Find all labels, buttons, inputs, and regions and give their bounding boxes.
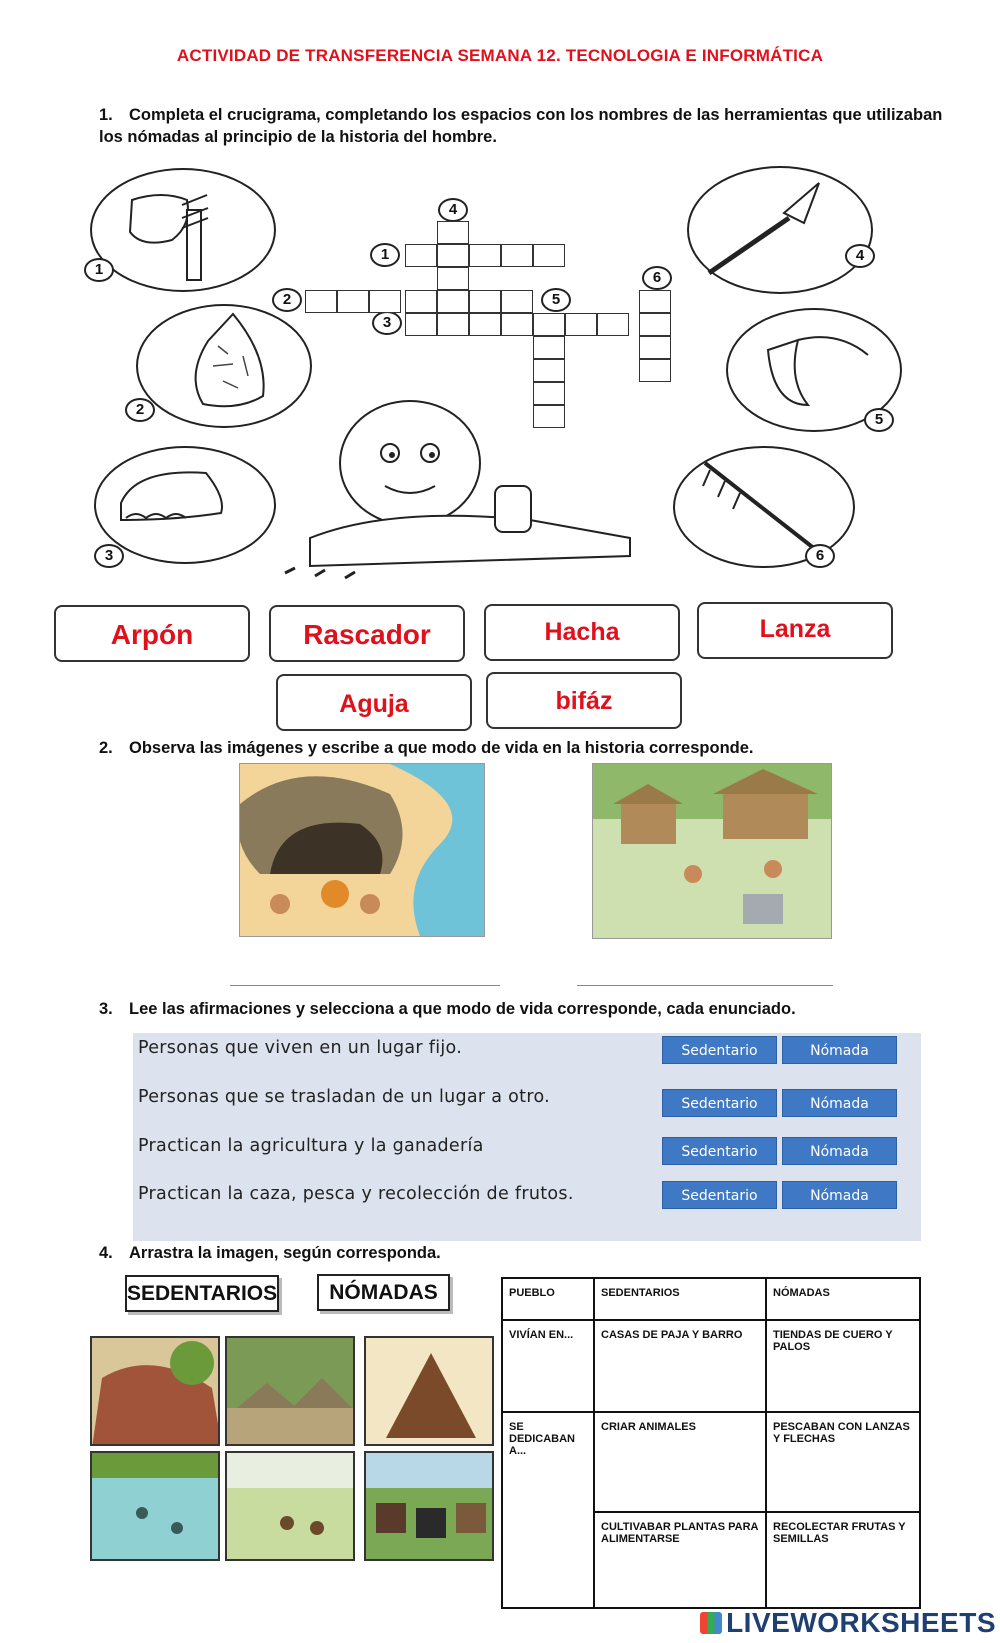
sedentario-button-1[interactable]: Sedentario	[662, 1036, 777, 1064]
question-4	[99, 1242, 959, 1264]
question-number: 2.	[99, 739, 113, 757]
crossword-cell[interactable]	[639, 313, 671, 336]
crossword-cell[interactable]	[437, 221, 469, 244]
clue-number-5: 5	[541, 288, 571, 312]
clue-number-6: 6	[642, 266, 672, 290]
sedentario-button-3[interactable]: Sedentario	[662, 1137, 777, 1165]
crossword-cell[interactable]	[437, 290, 469, 313]
table-row-label: SE DEDICABAN A...	[502, 1412, 594, 1608]
question-text: Arrastra la imagen, según corresponda.	[129, 1244, 441, 1262]
nomada-button-3[interactable]: Nómada	[782, 1137, 897, 1165]
crossword-cell[interactable]	[501, 290, 533, 313]
page-title: ACTIVIDAD DE TRANSFERENCIA SEMANA 12. TECNOLOGIA E INFORMÁTICA	[176, 46, 824, 65]
brand-icon	[700, 1612, 722, 1634]
draggable-image-cattle[interactable]	[364, 1451, 494, 1561]
draggable-image-tent[interactable]	[364, 1336, 494, 1446]
crossword-cell[interactable]	[533, 336, 565, 359]
tool-number-3: 3	[94, 544, 124, 568]
question-2	[99, 737, 959, 759]
statement-3: Practican la agricultura y la ganadería	[138, 1136, 484, 1156]
question-text: Completa el crucigrama, completando los espacios con los nombres de las herramientas que utilizaban los nómadas al principio de la historia del hombre.	[99, 106, 943, 146]
nomadas-label: NÓMADAS	[317, 1274, 450, 1311]
crossword-cell[interactable]	[469, 313, 501, 336]
crossword-cell[interactable]	[405, 244, 437, 267]
table-header-sedentarios: SEDENTARIOS	[594, 1278, 766, 1320]
crossword-cell[interactable]	[639, 359, 671, 382]
clue-number-1: 1	[370, 243, 400, 267]
tool-number-2: 2	[125, 398, 155, 422]
crossword-cell[interactable]	[639, 290, 671, 313]
crossword-cell[interactable]	[533, 359, 565, 382]
crossword-cell[interactable]	[469, 244, 501, 267]
answer-line-1[interactable]	[230, 985, 500, 986]
statement-4: Practican la caza, pesca y recolección de frutos.	[138, 1184, 574, 1204]
draggable-image-cave[interactable]	[90, 1336, 220, 1446]
word-option-arpon[interactable]: Arpón	[54, 605, 250, 662]
statement-1: Personas que viven en un lugar fijo.	[138, 1038, 463, 1058]
question-number: 4.	[99, 1244, 113, 1262]
nomada-button-1[interactable]: Nómada	[782, 1036, 897, 1064]
word-option-bifaz[interactable]: bifáz	[486, 672, 682, 729]
crossword-cell[interactable]	[305, 290, 337, 313]
classification-table	[501, 1277, 921, 1609]
clue-number-3: 3	[372, 311, 402, 335]
draggable-image-fishing[interactable]	[90, 1451, 220, 1561]
scraper-icon	[96, 448, 274, 562]
nomadic-scene-image	[239, 763, 485, 937]
question-1	[99, 104, 959, 148]
tool-number-1: 1	[84, 258, 114, 282]
clue-number-4: 4	[438, 198, 468, 222]
crossword-cell[interactable]	[501, 313, 533, 336]
spear-icon	[689, 168, 871, 292]
sedentary-scene-image	[592, 763, 832, 939]
table-cell: CULTIVABAR PLANTAS PARA ALIMENTARSE	[594, 1512, 766, 1608]
crossword-cell[interactable]	[533, 313, 565, 336]
word-option-hacha[interactable]: Hacha	[484, 604, 680, 661]
crossword-cell[interactable]	[533, 244, 565, 267]
nomada-button-2[interactable]: Nómada	[782, 1089, 897, 1117]
crossword-cell[interactable]	[437, 267, 469, 290]
question-number: 3.	[99, 1000, 113, 1018]
answer-line-2[interactable]	[577, 985, 833, 986]
crossword-cell[interactable]	[405, 313, 437, 336]
sedentario-button-4[interactable]: Sedentario	[662, 1181, 777, 1209]
table-cell: CRIAR ANIMALES	[594, 1412, 766, 1512]
crossword-cell[interactable]	[501, 244, 533, 267]
crossword-cell[interactable]	[437, 313, 469, 336]
word-option-aguja[interactable]: Aguja	[276, 674, 472, 731]
word-option-lanza[interactable]: Lanza	[697, 602, 893, 659]
tool-picture-scraper	[94, 446, 276, 564]
tool-number-5: 5	[864, 408, 894, 432]
brand-text: LIVEWORKSHEETS	[726, 1607, 996, 1638]
sedentario-button-2[interactable]: Sedentario	[662, 1089, 777, 1117]
tool-picture-axe	[90, 168, 276, 292]
clue-number-2: 2	[272, 288, 302, 312]
table-row-label: VIVÍAN EN...	[502, 1320, 594, 1412]
table-header-nomadas: NÓMADAS	[766, 1278, 920, 1320]
table-cell: RECOLECTAR FRUTAS Y SEMILLAS	[766, 1512, 920, 1608]
crossword-cell[interactable]	[337, 290, 369, 313]
crossword-cell[interactable]	[405, 290, 437, 313]
statement-2: Personas que se trasladan de un lugar a otro.	[138, 1087, 551, 1107]
tool-number-4: 4	[845, 244, 875, 268]
table-header-pueblo: PUEBLO	[502, 1278, 594, 1320]
crossword-cell[interactable]	[639, 336, 671, 359]
word-option-rascador[interactable]: Rascador	[269, 605, 465, 662]
crossword-cell[interactable]	[597, 313, 629, 336]
question-3	[99, 998, 959, 1020]
nomada-button-4[interactable]: Nómada	[782, 1181, 897, 1209]
sedentarios-label: SEDENTARIOS	[125, 1275, 279, 1312]
question-text: Lee las afirmaciones y selecciona a que modo de vida corresponde, cada enunciado.	[129, 1000, 796, 1018]
draggable-image-huts[interactable]	[225, 1336, 355, 1446]
caveman-illustration	[270, 388, 660, 588]
tool-picture-spear	[687, 166, 873, 294]
tool-number-6: 6	[805, 544, 835, 568]
crossword-cell[interactable]	[437, 244, 469, 267]
axe-icon	[92, 170, 274, 290]
crossword-cell[interactable]	[565, 313, 597, 336]
table-cell: CASAS DE PAJA Y BARRO	[594, 1320, 766, 1412]
question-text: Observa las imágenes y escribe a que modo de vida en la historia corresponde.	[129, 739, 754, 757]
draggable-image-farming[interactable]	[225, 1451, 355, 1561]
table-cell: TIENDAS DE CUERO Y PALOS	[766, 1320, 920, 1412]
table-cell: PESCABAN CON LANZAS Y FLECHAS	[766, 1412, 920, 1512]
question-number: 1.	[99, 106, 113, 124]
crossword-cell[interactable]	[469, 290, 501, 313]
crossword-cell[interactable]	[369, 290, 401, 313]
liveworksheets-logo	[700, 1607, 996, 1639]
